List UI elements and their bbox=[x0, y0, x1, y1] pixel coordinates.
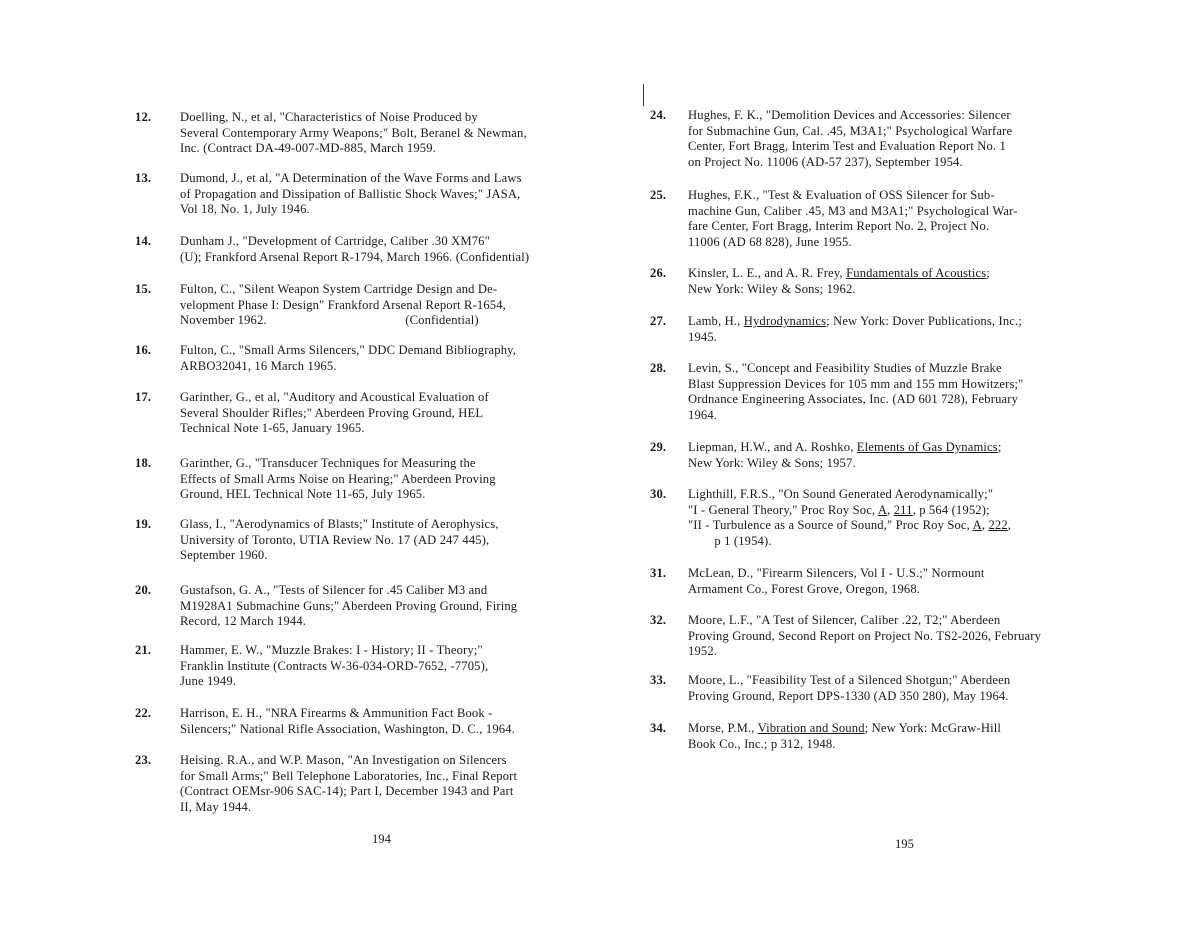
reference-text-fragment: "II - Turbulence as a Source of Sound," Proc Roy Soc, bbox=[688, 518, 973, 533]
reference-line: Doelling, N., et al, "Characteristics of Noise Produced by bbox=[180, 110, 478, 124]
reference-number: 23. bbox=[135, 753, 152, 767]
reference-line: of Propagation and Dissipation of Ballistic Shock Waves;" JASA, bbox=[180, 186, 521, 201]
reference-line: Ground, HEL Technical Note 11-65, July 1965. bbox=[180, 487, 426, 502]
reference-text bbox=[180, 282, 506, 329]
reference-line bbox=[688, 456, 1002, 472]
reference-line: Dumond, J., et al, "A Determination of the Wave Forms and Laws bbox=[180, 171, 522, 185]
reference-text bbox=[688, 314, 1022, 345]
reference-line: Center, Fort Bragg, Interim Test and Evaluation Report No. 1 bbox=[688, 139, 1006, 154]
reference-line: M1928A1 Submachine Guns;" Aberdeen Proving Ground, Firing bbox=[180, 598, 518, 613]
reference-line: Blast Suppression Devices for 105 mm and 155 mm Howitzers;" bbox=[688, 376, 1024, 391]
reference-line bbox=[688, 534, 1011, 550]
reference-line: Heising. R.A., and W.P. Mason, "An Investigation on Silencers bbox=[180, 753, 507, 767]
reference-line bbox=[688, 266, 990, 282]
reference-line: September 1960. bbox=[180, 548, 268, 563]
reference-line: fare Center, Fort Bragg, Interim Report No. 2, Project No. bbox=[688, 219, 990, 234]
reference-text bbox=[688, 721, 1001, 752]
reference-line: Gustafson, G. A., "Tests of Silencer for .45 Caliber M3 and bbox=[180, 583, 488, 597]
reference-text bbox=[180, 234, 529, 265]
reference-text-fragment: Kinsler, L. E., and A. R. Frey, bbox=[688, 266, 847, 280]
reference-line: Vol 18, No. 1, July 1946. bbox=[180, 202, 310, 217]
reference-text bbox=[180, 456, 496, 503]
reference-number: 13. bbox=[135, 171, 152, 185]
reference-line bbox=[688, 440, 1002, 456]
reference-line: Franklin Institute (Contracts W-36-034-ORD-7652, -7705), bbox=[180, 658, 489, 673]
reference-text-fragment: Lamb, H., bbox=[688, 314, 744, 328]
underlined-title: Hydrodynamics bbox=[743, 314, 827, 328]
reference-text-fragment: , bbox=[887, 502, 894, 517]
reference-line: Armament Co., Forest Grove, Oregon, 1968. bbox=[688, 581, 921, 596]
reference-number: 18. bbox=[135, 456, 152, 470]
reference-line: Inc. (Contract DA-49-007-MD-885, March 1959. bbox=[180, 141, 436, 156]
reference-number: 26. bbox=[650, 266, 667, 280]
reference-line: Hughes, F. K., "Demolition Devices and Accessories: Silencer bbox=[688, 108, 1011, 122]
underlined-title: A bbox=[877, 502, 888, 517]
underlined-title: Elements of Gas Dynamics bbox=[856, 440, 998, 454]
reference-number: 14. bbox=[135, 234, 152, 248]
reference-text bbox=[180, 753, 517, 815]
reference-text bbox=[688, 108, 1012, 170]
reference-line: Silencers;" National Rifle Association, Washington, D. C., 1964. bbox=[180, 721, 515, 736]
reference-text bbox=[180, 171, 522, 218]
reference-text-fragment: Morse, P.M., bbox=[688, 721, 758, 735]
reference-line: 1952. bbox=[688, 644, 718, 659]
reference-line: Record, 12 March 1944. bbox=[180, 614, 307, 629]
reference-line: velopment Phase I: Design" Frankford Arsenal Report R-1654, bbox=[180, 297, 506, 312]
reference-line bbox=[688, 518, 1011, 534]
reference-text-fragment: 1945. bbox=[688, 329, 718, 344]
reference-text-fragment: ; bbox=[997, 440, 1002, 454]
reference-line bbox=[688, 737, 1001, 753]
reference-line: on Project No. 11006 (AD-57 237), September 1954. bbox=[688, 154, 963, 169]
reference-line: Several Shoulder Rifles;" Aberdeen Proving Ground, HEL bbox=[180, 405, 484, 420]
reference-line bbox=[688, 503, 1011, 519]
reference-number: 32. bbox=[650, 613, 667, 627]
reference-number: 17. bbox=[135, 390, 152, 404]
reference-number: 34. bbox=[650, 721, 667, 735]
reference-line bbox=[688, 330, 1022, 346]
reference-line: ARBO32041, 16 March 1965. bbox=[180, 358, 337, 373]
reference-line: for Submachine Gun, Cal. .45, M3A1;" Psychological Warfare bbox=[688, 123, 1013, 138]
reference-number: 19. bbox=[135, 517, 152, 531]
reference-line: Hammer, E. W., "Muzzle Brakes: I - History; II - Theory;" bbox=[180, 643, 483, 657]
reference-line bbox=[688, 282, 990, 298]
reference-text bbox=[688, 673, 1010, 704]
reference-line: Proving Ground, Second Report on Project No. TS2-2026, February bbox=[688, 628, 1042, 643]
reference-text-fragment: ; New York: Dover Publications, Inc.; bbox=[826, 314, 1022, 328]
reference-text bbox=[180, 343, 516, 374]
page-number-right: 195 bbox=[895, 837, 914, 851]
reference-line: June 1949. bbox=[180, 674, 237, 689]
reference-text bbox=[688, 361, 1023, 423]
reference-line: Proving Ground, Report DPS-1330 (AD 350 280), May 1964. bbox=[688, 688, 1009, 703]
reference-line: November 1962. (Confidential) bbox=[180, 313, 479, 328]
underlined-title: Fundamentals of Acoustics bbox=[846, 266, 987, 280]
reference-text-fragment: Book Co., Inc.; p 312, 1948. bbox=[688, 736, 836, 751]
reference-text-fragment: , p 564 (1952); bbox=[912, 502, 990, 517]
reference-text bbox=[180, 390, 489, 437]
reference-line: Effects of Small Arms Noise on Hearing;" Aberdeen Proving bbox=[180, 471, 496, 486]
reference-text bbox=[180, 643, 488, 690]
reference-text bbox=[688, 266, 990, 297]
reference-line: machine Gun, Caliber .45, M3 and M3A1;" Psychological War- bbox=[688, 203, 1018, 218]
reference-line: Several Contemporary Army Weapons;" Bolt, Beranel & Newman, bbox=[180, 125, 527, 140]
reference-line: Fulton, C., "Silent Weapon System Cartridge Design and De- bbox=[180, 282, 498, 296]
reference-text bbox=[688, 487, 1011, 549]
reference-number: 12. bbox=[135, 110, 152, 124]
reference-line: Moore, L., "Feasibility Test of a Silenced Shotgun;" Aberdeen bbox=[688, 673, 1011, 687]
reference-text-fragment: , bbox=[1007, 518, 1012, 533]
reference-text bbox=[688, 188, 1018, 250]
reference-line: Glass, I., "Aerodynamics of Blasts;" Institute of Aerophysics, bbox=[180, 517, 499, 531]
reference-number: 29. bbox=[650, 440, 667, 454]
reference-number: 21. bbox=[135, 643, 152, 657]
reference-number: 27. bbox=[650, 314, 667, 328]
reference-number: 16. bbox=[135, 343, 152, 357]
reference-line: Dunham J., "Development of Cartridge, Caliber .30 XM76" bbox=[180, 234, 490, 248]
reference-text-fragment: Liepman, H.W., and A. Roshko, bbox=[688, 440, 857, 454]
reference-number: 25. bbox=[650, 188, 667, 202]
page-number-left: 194 bbox=[372, 832, 391, 846]
underlined-title: A bbox=[972, 518, 982, 533]
underlined-title: 211 bbox=[893, 502, 913, 517]
reference-line: (Contract OEMsr-906 SAC-14); Part I, December 1943 and Part bbox=[180, 784, 514, 799]
reference-line: 1964. bbox=[688, 407, 718, 422]
reference-number: 20. bbox=[135, 583, 152, 597]
reference-text-fragment: New York: Wiley & Sons; 1957. bbox=[688, 455, 856, 470]
reference-number: 33. bbox=[650, 673, 667, 687]
reference-number: 31. bbox=[650, 566, 667, 580]
reference-number: 22. bbox=[135, 706, 152, 720]
reference-text-fragment: "I - General Theory," Proc Roy Soc, bbox=[688, 502, 878, 517]
reference-line bbox=[688, 487, 1011, 503]
reference-text bbox=[180, 706, 515, 737]
reference-text bbox=[688, 613, 1041, 660]
reference-line: 11006 (AD 68 828), June 1955. bbox=[688, 234, 852, 249]
reference-text-fragment: ; New York: McGraw-Hill bbox=[864, 721, 1002, 735]
reference-line bbox=[688, 721, 1001, 737]
reference-line: Fulton, C., "Small Arms Silencers," DDC Demand Bibliography, bbox=[180, 343, 517, 357]
reference-text bbox=[688, 566, 985, 597]
reference-text-fragment: Lighthill, F.R.S., "On Sound Generated Aerodynamically;" bbox=[688, 487, 994, 501]
reference-line: Moore, L.F., "A Test of Silencer, Caliber .22, T2;" Aberdeen bbox=[688, 613, 1001, 627]
reference-line: for Small Arms;" Bell Telephone Laboratories, Inc., Final Report bbox=[180, 768, 518, 783]
right-page bbox=[640, 0, 1200, 927]
underlined-title: Vibration and Sound bbox=[757, 721, 865, 735]
reference-line: Garinther, G., et al, "Auditory and Acoustical Evaluation of bbox=[180, 390, 489, 404]
reference-line: Harrison, E. H., "NRA Firearms & Ammunition Fact Book - bbox=[180, 706, 493, 720]
reference-text-fragment: p 1 (1954). bbox=[688, 533, 772, 548]
reference-number: 24. bbox=[650, 108, 667, 122]
reference-line: Ordnance Engineering Associates, Inc. (AD 601 728), February bbox=[688, 392, 1019, 407]
reference-line: Levin, S., "Concept and Feasibility Studies of Muzzle Brake bbox=[688, 361, 1002, 375]
reference-text bbox=[180, 110, 527, 157]
reference-text bbox=[180, 517, 499, 564]
reference-line bbox=[688, 314, 1022, 330]
reference-text bbox=[688, 440, 1002, 471]
reference-line: University of Toronto, UTIA Review No. 17 (AD 247 445), bbox=[180, 532, 490, 547]
reference-line: Garinther, G., "Transducer Techniques for Measuring the bbox=[180, 456, 476, 470]
reference-text-fragment: , bbox=[981, 518, 989, 533]
reference-text bbox=[180, 583, 517, 630]
reference-line: McLean, D., "Firearm Silencers, Vol I - U.S.;" Normount bbox=[688, 566, 985, 580]
reference-text-fragment: ; bbox=[986, 266, 990, 280]
underlined-title: 222 bbox=[988, 518, 1008, 533]
reference-text-fragment: New York: Wiley & Sons; 1962. bbox=[688, 281, 856, 296]
reference-line: Hughes, F.K., "Test & Evaluation of OSS Silencer for Sub- bbox=[688, 188, 995, 202]
reference-line: II, May 1944. bbox=[180, 799, 252, 814]
reference-number: 30. bbox=[650, 487, 667, 501]
reference-line: Technical Note 1-65, January 1965. bbox=[180, 421, 365, 436]
reference-line: (U); Frankford Arsenal Report R-1794, March 1966. (Confidential) bbox=[180, 249, 530, 264]
reference-number: 15. bbox=[135, 282, 152, 296]
reference-number: 28. bbox=[650, 361, 667, 375]
